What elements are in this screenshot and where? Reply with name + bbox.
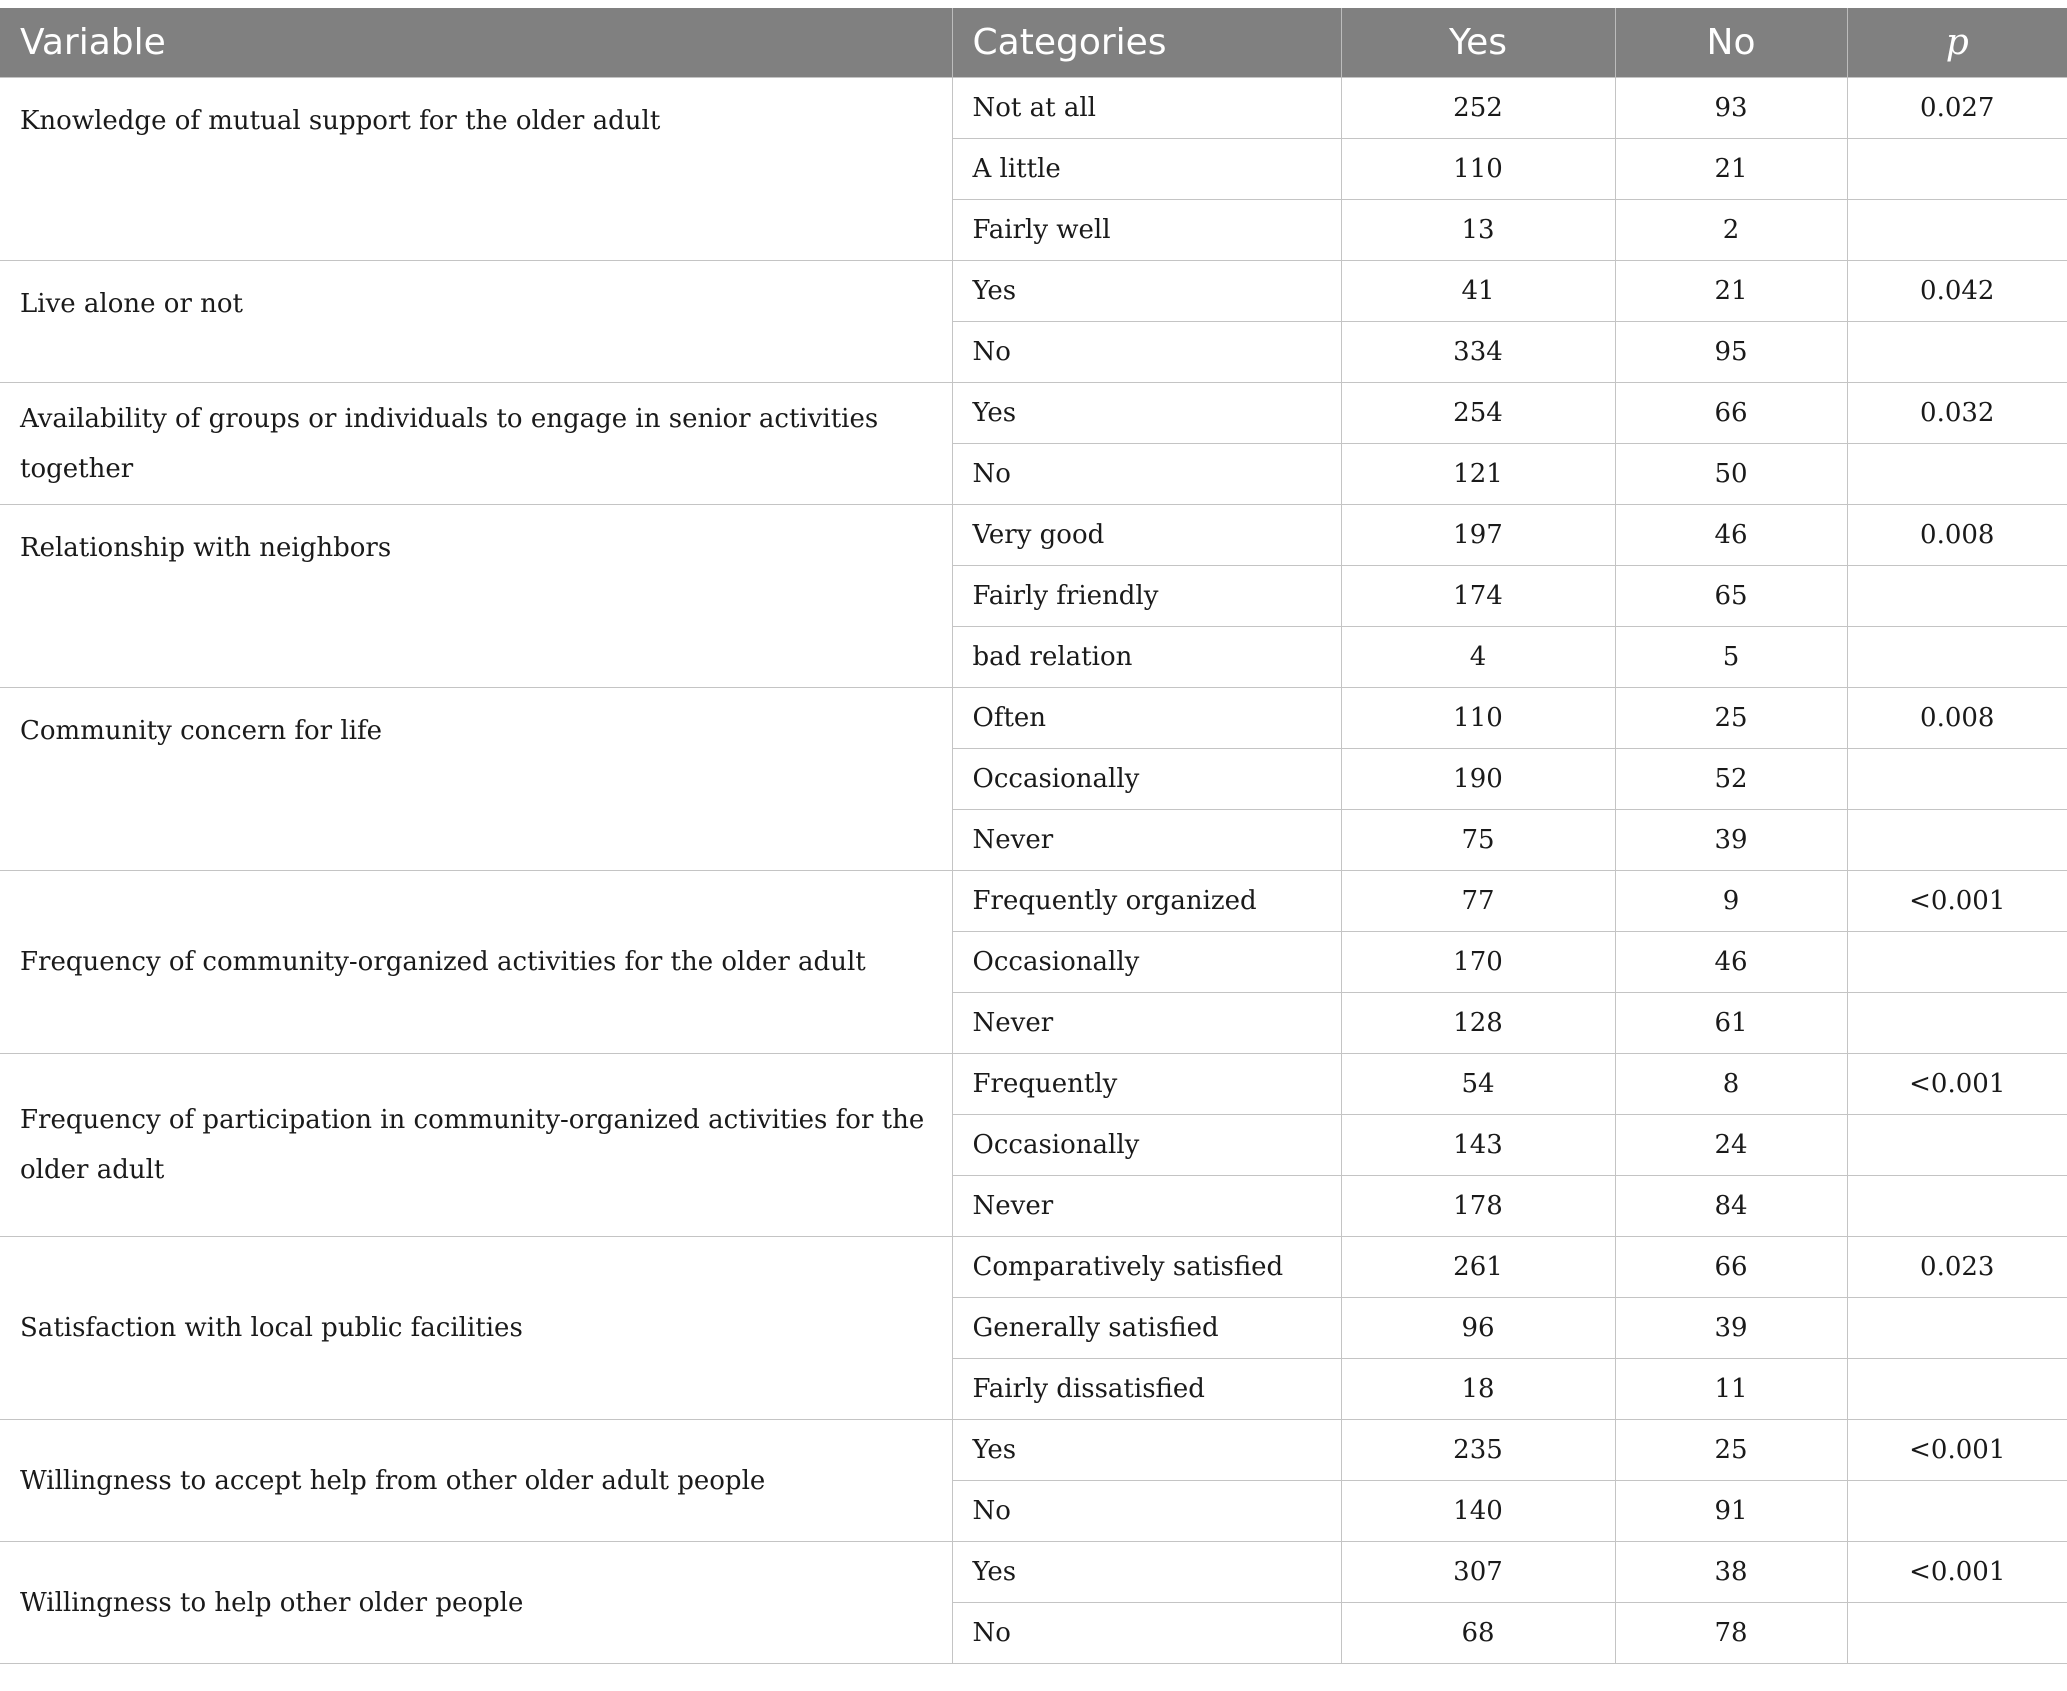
variable-label: Live alone or not bbox=[20, 289, 243, 319]
yes-count-cell: 4 bbox=[1341, 627, 1615, 688]
table-row bbox=[0, 871, 2067, 932]
p-value-cell: 0.042 bbox=[1847, 261, 2067, 322]
variable-cell bbox=[0, 1237, 952, 1420]
category-cell: Fairly well bbox=[952, 200, 1341, 261]
p-value-cell: <0.001 bbox=[1847, 1054, 2067, 1115]
no-count-cell: 91 bbox=[1615, 1481, 1847, 1542]
yes-count-cell: 121 bbox=[1341, 444, 1615, 505]
header-p-value: p bbox=[1847, 8, 2067, 78]
no-count-cell: 78 bbox=[1615, 1603, 1847, 1664]
variable-label: Willingness to help other older people bbox=[20, 1587, 524, 1618]
category-cell: Occasionally bbox=[952, 749, 1341, 810]
category-cell: A little bbox=[952, 139, 1341, 200]
header-variable: Variable bbox=[0, 8, 952, 78]
variable-cell bbox=[0, 688, 952, 871]
no-count-cell: 2 bbox=[1615, 200, 1847, 261]
variable-cell bbox=[0, 505, 952, 688]
table-row bbox=[0, 505, 2067, 566]
category-cell: Very good bbox=[952, 505, 1341, 566]
p-value-cell: 0.008 bbox=[1847, 505, 2067, 566]
category-cell: No bbox=[952, 322, 1341, 383]
category-cell: No bbox=[952, 1481, 1341, 1542]
yes-count-cell: 190 bbox=[1341, 749, 1615, 810]
no-count-cell: 9 bbox=[1615, 871, 1847, 932]
category-cell: Yes bbox=[952, 1542, 1341, 1603]
no-count-cell: 39 bbox=[1615, 810, 1847, 871]
p-value-cell bbox=[1847, 749, 2067, 810]
variable-label: Frequency of participation in community-organized activities for the older adult bbox=[20, 1105, 925, 1185]
p-value-cell bbox=[1847, 444, 2067, 505]
header-no: No bbox=[1615, 8, 1847, 78]
table-row bbox=[0, 383, 2067, 444]
variable-cell bbox=[0, 1054, 952, 1237]
p-value-cell bbox=[1847, 932, 2067, 993]
variable-label: Availability of groups or individuals to engage in senior activities together bbox=[20, 403, 879, 484]
p-value-cell bbox=[1847, 627, 2067, 688]
category-cell: Fairly dissatisfied bbox=[952, 1359, 1341, 1420]
yes-count-cell: 128 bbox=[1341, 993, 1615, 1054]
variable-cell bbox=[0, 78, 952, 261]
table-row bbox=[0, 1054, 2067, 1115]
p-value-cell: <0.001 bbox=[1847, 871, 2067, 932]
no-count-cell: 46 bbox=[1615, 932, 1847, 993]
header-row bbox=[0, 8, 2067, 78]
no-count-cell: 25 bbox=[1615, 688, 1847, 749]
yes-count-cell: 110 bbox=[1341, 139, 1615, 200]
p-value-cell: 0.008 bbox=[1847, 688, 2067, 749]
no-count-cell: 24 bbox=[1615, 1115, 1847, 1176]
category-cell: Yes bbox=[952, 383, 1341, 444]
yes-count-cell: 13 bbox=[1341, 200, 1615, 261]
table-row bbox=[0, 1237, 2067, 1298]
variable-cell bbox=[0, 871, 952, 1054]
category-cell: Generally satisfied bbox=[952, 1298, 1341, 1359]
p-value-cell bbox=[1847, 322, 2067, 383]
table-row bbox=[0, 1542, 2067, 1603]
no-count-cell: 95 bbox=[1615, 322, 1847, 383]
no-count-cell: 8 bbox=[1615, 1054, 1847, 1115]
yes-count-cell: 197 bbox=[1341, 505, 1615, 566]
p-value-cell bbox=[1847, 1176, 2067, 1237]
variable-label: Satisfaction with local public facilities bbox=[20, 1313, 523, 1343]
no-count-cell: 11 bbox=[1615, 1359, 1847, 1420]
category-cell: Yes bbox=[952, 261, 1341, 322]
no-count-cell: 65 bbox=[1615, 566, 1847, 627]
yes-count-cell: 252 bbox=[1341, 78, 1615, 139]
variable-cell bbox=[0, 383, 952, 505]
category-cell: Never bbox=[952, 810, 1341, 871]
variable-label: Knowledge of mutual support for the older adult bbox=[20, 106, 661, 136]
yes-count-cell: 174 bbox=[1341, 566, 1615, 627]
yes-count-cell: 235 bbox=[1341, 1420, 1615, 1481]
variable-label: Relationship with neighbors bbox=[20, 533, 392, 563]
p-value-cell bbox=[1847, 1298, 2067, 1359]
yes-count-cell: 140 bbox=[1341, 1481, 1615, 1542]
p-value-cell bbox=[1847, 1603, 2067, 1664]
table-body bbox=[0, 78, 2067, 1664]
category-cell: Occasionally bbox=[952, 1115, 1341, 1176]
yes-count-cell: 178 bbox=[1341, 1176, 1615, 1237]
category-cell: Occasionally bbox=[952, 932, 1341, 993]
category-cell: Yes bbox=[952, 1420, 1341, 1481]
no-count-cell: 21 bbox=[1615, 139, 1847, 200]
p-value-cell bbox=[1847, 810, 2067, 871]
category-cell: Never bbox=[952, 1176, 1341, 1237]
table-row bbox=[0, 261, 2067, 322]
yes-count-cell: 41 bbox=[1341, 261, 1615, 322]
no-count-cell: 38 bbox=[1615, 1542, 1847, 1603]
yes-count-cell: 143 bbox=[1341, 1115, 1615, 1176]
p-value-cell bbox=[1847, 139, 2067, 200]
variable-cell bbox=[0, 261, 952, 383]
variable-label: Frequency of community-organized activities for the older adult bbox=[20, 947, 866, 977]
no-count-cell: 66 bbox=[1615, 1237, 1847, 1298]
no-count-cell: 50 bbox=[1615, 444, 1847, 505]
p-value-cell bbox=[1847, 566, 2067, 627]
p-value-cell: <0.001 bbox=[1847, 1420, 2067, 1481]
category-cell: Fairly friendly bbox=[952, 566, 1341, 627]
category-cell: Frequently organized bbox=[952, 871, 1341, 932]
yes-count-cell: 254 bbox=[1341, 383, 1615, 444]
no-count-cell: 5 bbox=[1615, 627, 1847, 688]
yes-count-cell: 75 bbox=[1341, 810, 1615, 871]
variable-cell bbox=[0, 1542, 952, 1664]
yes-count-cell: 77 bbox=[1341, 871, 1615, 932]
category-cell: Often bbox=[952, 688, 1341, 749]
header-categories: Categories bbox=[952, 8, 1341, 78]
category-cell: Frequently bbox=[952, 1054, 1341, 1115]
category-cell: bad relation bbox=[952, 627, 1341, 688]
p-value-cell bbox=[1847, 1481, 2067, 1542]
table-row bbox=[0, 1420, 2067, 1481]
p-value-cell bbox=[1847, 200, 2067, 261]
p-value-cell bbox=[1847, 993, 2067, 1054]
no-count-cell: 61 bbox=[1615, 993, 1847, 1054]
category-cell: Not at all bbox=[952, 78, 1341, 139]
header-yes: Yes bbox=[1341, 8, 1615, 78]
data-table bbox=[0, 8, 2067, 1664]
yes-count-cell: 18 bbox=[1341, 1359, 1615, 1420]
yes-count-cell: 261 bbox=[1341, 1237, 1615, 1298]
p-value-cell bbox=[1847, 1359, 2067, 1420]
no-count-cell: 46 bbox=[1615, 505, 1847, 566]
yes-count-cell: 170 bbox=[1341, 932, 1615, 993]
p-value-cell: 0.032 bbox=[1847, 383, 2067, 444]
no-count-cell: 93 bbox=[1615, 78, 1847, 139]
p-value-cell: <0.001 bbox=[1847, 1542, 2067, 1603]
p-value-cell: 0.023 bbox=[1847, 1237, 2067, 1298]
category-cell: Never bbox=[952, 993, 1341, 1054]
no-count-cell: 66 bbox=[1615, 383, 1847, 444]
no-count-cell: 39 bbox=[1615, 1298, 1847, 1359]
yes-count-cell: 334 bbox=[1341, 322, 1615, 383]
yes-count-cell: 96 bbox=[1341, 1298, 1615, 1359]
variable-label: Willingness to accept help from other older adult people bbox=[20, 1465, 766, 1496]
table-row bbox=[0, 688, 2067, 749]
variable-cell bbox=[0, 1420, 952, 1542]
category-cell: No bbox=[952, 1603, 1341, 1664]
yes-count-cell: 68 bbox=[1341, 1603, 1615, 1664]
no-count-cell: 25 bbox=[1615, 1420, 1847, 1481]
yes-count-cell: 110 bbox=[1341, 688, 1615, 749]
variable-label: Community concern for life bbox=[20, 716, 383, 746]
category-cell: Comparatively satisfied bbox=[952, 1237, 1341, 1298]
no-count-cell: 84 bbox=[1615, 1176, 1847, 1237]
yes-count-cell: 307 bbox=[1341, 1542, 1615, 1603]
p-value-cell: 0.027 bbox=[1847, 78, 2067, 139]
yes-count-cell: 54 bbox=[1341, 1054, 1615, 1115]
no-count-cell: 21 bbox=[1615, 261, 1847, 322]
table-row bbox=[0, 78, 2067, 139]
category-cell: No bbox=[952, 444, 1341, 505]
table-header bbox=[0, 8, 2067, 78]
no-count-cell: 52 bbox=[1615, 749, 1847, 810]
p-value-cell bbox=[1847, 1115, 2067, 1176]
